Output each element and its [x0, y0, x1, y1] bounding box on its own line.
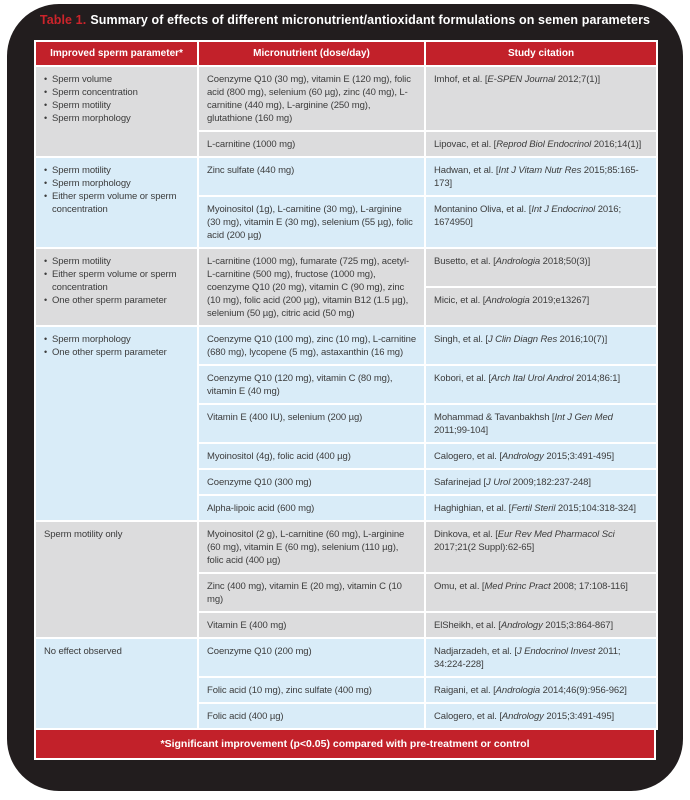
citation-reference: 2015;3:491-495] [543, 711, 615, 722]
micronutrient-cell: L-carnitine (1000 mg) [198, 131, 425, 157]
citation-cell [425, 248, 657, 287]
citation-cell [425, 573, 657, 612]
citation-authors: Calogero, et al. [ [434, 451, 502, 462]
citation-authors: Raigani, et al. [ [434, 685, 496, 696]
citation-cell [425, 638, 657, 677]
citation-journal: Andrology [501, 451, 544, 462]
citation-authors: Lipovac, et al. [ [434, 139, 497, 150]
column-header-citation: Study citation [425, 41, 657, 66]
citation-cell [425, 66, 657, 131]
citation-cell [425, 495, 657, 521]
citation-authors: Calogero, et al. [ [434, 711, 502, 722]
citation-authors: Kobori, et al. [ [434, 373, 492, 384]
citation-reference: 2015;85:165-173] [434, 165, 639, 189]
micronutrient-cell: Coenzyme Q10 (30 mg), vitamin E (120 mg), folic acid (800 mg), selenium (60 µg), zinc (40 mg), L-carnitine (440 mg), L-arginine (250 mg), glutathione (160 mg) [198, 66, 425, 131]
parameter-line [44, 73, 190, 86]
table-row [35, 326, 657, 365]
citation-cell [425, 287, 657, 326]
bullet-icon: • [44, 100, 48, 110]
citation-cell [425, 196, 657, 248]
citation-cell [425, 703, 657, 729]
citation-journal: Reprod Biol Endocrinol [496, 139, 592, 150]
citation-journal: J Urol [486, 477, 511, 488]
parameter-line [44, 294, 190, 307]
parameter-text: No effect observed [44, 646, 122, 657]
citation-authors: Omu, et al. [ [434, 581, 485, 592]
micronutrient-cell: Myoinositol (4g), folic acid (400 µg) [198, 443, 425, 469]
parameter-cell [35, 521, 198, 638]
citation-reference: 2015;104:318-324] [555, 503, 636, 514]
citation-authors: Hadwan, et al. [ [434, 165, 499, 176]
bullet-icon: • [44, 87, 48, 97]
citation-authors: Busetto, et al. [ [434, 256, 496, 267]
table-title [0, 13, 690, 27]
bullet-icon: • [44, 113, 48, 123]
citation-authors: Mohammad & Tavanbakhsh [ [434, 412, 555, 423]
parameter-text: Sperm morphology [52, 113, 131, 124]
citation-authors: Montanino Oliva, et al. [ [434, 204, 532, 215]
citation-reference: 2008; 17:108-116] [550, 581, 628, 592]
micronutrient-cell: Myoinositol (2 g), L-carnitine (60 mg), L-arginine (60 mg), vitamin E (60 mg), selenium (110 µg), folic acid (400 µg) [198, 521, 425, 573]
table-title-label: Table 1. [39, 13, 87, 27]
parameter-line [44, 333, 190, 346]
parameter-text: Sperm motility [52, 100, 111, 111]
citation-cell [425, 612, 657, 638]
header-row [35, 41, 657, 66]
citation-journal: E-SPEN Journal [487, 74, 556, 85]
citation-journal: Fertil Steril [511, 503, 556, 514]
parameter-text: One other sperm parameter [52, 295, 167, 306]
parameter-line [44, 177, 190, 190]
citation-authors: ElSheikh, et al. [ [434, 620, 501, 631]
citation-journal: Int J Gen Med [554, 412, 613, 423]
table-container [34, 40, 656, 760]
citation-journal: Andrologia [495, 685, 541, 696]
citation-reference: 2011;99-104] [434, 425, 489, 436]
citation-journal: Arch Ital Urol Androl [491, 373, 574, 384]
parameter-line [44, 268, 190, 294]
citation-authors: Micic, et al. [ [434, 295, 486, 306]
parameter-line [44, 255, 190, 268]
parameter-line [44, 645, 190, 658]
parameter-text: Sperm morphology [52, 334, 131, 345]
citation-journal: Andrology [501, 711, 544, 722]
citation-reference: 2011; 34:224-228] [434, 646, 621, 670]
bullet-icon: • [44, 295, 48, 305]
parameter-line [44, 99, 190, 112]
citation-cell [425, 365, 657, 404]
citation-authors: Dinkova, et al. [ [434, 529, 498, 540]
parameter-text: One other sperm parameter [52, 347, 167, 358]
citation-cell [425, 131, 657, 157]
micronutrient-cell: Zinc (400 mg), vitamin E (20 mg), vitamin C (10 mg) [198, 573, 425, 612]
summary-table [34, 40, 658, 730]
table-row [35, 521, 657, 573]
citation-journal: J Clin Diagn Res [487, 334, 558, 345]
bullet-icon: • [44, 269, 48, 279]
parameter-cell [35, 248, 198, 326]
citation-journal: J Endocrinol Invest [516, 646, 596, 657]
micronutrient-cell: Folic acid (400 µg) [198, 703, 425, 729]
citation-journal: Andrologia [495, 256, 541, 267]
citation-cell [425, 326, 657, 365]
bullet-icon: • [44, 191, 48, 201]
citation-cell [425, 404, 657, 443]
citation-authors: Imhof, et al. [ [434, 74, 488, 85]
table-row [35, 638, 657, 677]
parameter-text: Either sperm volume or sperm concentration [52, 191, 177, 215]
parameter-line [44, 86, 190, 99]
bullet-icon: • [44, 347, 48, 357]
citation-cell [425, 443, 657, 469]
table-row [35, 66, 657, 131]
micronutrient-cell: Vitamin E (400 IU), selenium (200 µg) [198, 404, 425, 443]
micronutrient-cell: Vitamin E (400 mg) [198, 612, 425, 638]
citation-reference: 2018;50(3)] [540, 256, 591, 267]
parameter-text: Sperm motility [52, 165, 111, 176]
citation-reference: 2009;182:237-248] [510, 477, 591, 488]
bullet-icon: • [44, 165, 48, 175]
parameter-cell [35, 66, 198, 157]
micronutrient-cell: Coenzyme Q10 (100 mg), zinc (10 mg), L-carnitine (680 mg), lycopene (5 mg), astaxanthin (16 mg) [198, 326, 425, 365]
parameter-cell [35, 326, 198, 521]
parameter-line [44, 528, 190, 541]
citation-reference: 2017;21(2 Suppl):62-65] [434, 542, 535, 553]
micronutrient-cell: Coenzyme Q10 (200 mg) [198, 638, 425, 677]
table-row [35, 157, 657, 196]
micronutrient-cell: Myoinositol (1g), L-carnitine (30 mg), L-arginine (30 mg), vitamin E (30 mg), selenium (55 µg), folic acid (200 µg) [198, 196, 425, 248]
citation-journal: Med Princ Pract [484, 581, 551, 592]
column-header-micronutrient: Micronutrient (dose/day) [198, 41, 425, 66]
citation-reference: 2015;3:864-867] [542, 620, 613, 631]
micronutrient-cell: Coenzyme Q10 (300 mg) [198, 469, 425, 495]
bullet-icon: • [44, 256, 48, 266]
citation-reference: 2019;e13267] [529, 295, 590, 306]
micronutrient-cell: Zinc sulfate (440 mg) [198, 157, 425, 196]
citation-cell [425, 677, 657, 703]
citation-cell [425, 521, 657, 573]
parameter-cell [35, 157, 198, 248]
citation-cell [425, 157, 657, 196]
parameter-line [44, 112, 190, 125]
micronutrient-cell: Alpha-lipoic acid (600 mg) [198, 495, 425, 521]
citation-journal: Int J Vitam Nutr Res [498, 165, 582, 176]
citation-reference: 2014;86:1] [573, 373, 621, 384]
parameter-text: Sperm morphology [52, 178, 131, 189]
citation-journal: Andrologia [485, 295, 530, 306]
parameter-text: Either sperm volume or sperm concentration [52, 269, 177, 293]
parameter-cell [35, 638, 198, 729]
citation-authors: Nadjarzadeh, et al. [ [434, 646, 517, 657]
parameter-text: Sperm volume [52, 74, 113, 85]
citation-journal: Andrology [500, 620, 543, 631]
bullet-icon: • [44, 178, 48, 188]
table-row [35, 248, 657, 287]
parameter-text: Sperm motility [52, 256, 111, 267]
bullet-icon: • [44, 74, 48, 84]
micronutrient-cell: L-carnitine (1000 mg), fumarate (725 mg), acetyl-L-carnitine (500 mg), fructose (1000 mg), coenzyme Q10 (20 mg), vitamin C (90 mg), zinc (10 mg), folic acid (200 µg), vitamin B12 (1.5 µg), selenium (50 µg), citric acid (50 mg) [198, 248, 425, 326]
parameter-text: Sperm motility only [44, 529, 123, 540]
citation-reference: 2012;7(1)] [555, 74, 601, 85]
citation-authors: Singh, et al. [ [434, 334, 488, 345]
citation-reference: 2015;3:491-495] [543, 451, 615, 462]
citation-journal: Int J Endocrinol [531, 204, 596, 215]
citation-reference: 2016;10(7)] [557, 334, 608, 345]
parameter-text: Sperm concentration [52, 87, 138, 98]
citation-reference: 2016; 1674950] [434, 204, 622, 228]
citation-journal: Eur Rev Med Pharmacol Sci [497, 529, 615, 540]
table-body [35, 66, 657, 729]
column-header-parameter: Improved sperm parameter* [35, 41, 198, 66]
parameter-line [44, 190, 190, 216]
citation-reference: 2016;14(1)] [591, 139, 642, 150]
citation-authors: Safarinejad [ [434, 477, 487, 488]
micronutrient-cell: Coenzyme Q10 (120 mg), vitamin C (80 mg), vitamin E (40 mg) [198, 365, 425, 404]
parameter-line [44, 164, 190, 177]
citation-cell [425, 469, 657, 495]
citation-reference: 2014;46(9):956-962] [540, 685, 627, 696]
citation-authors: Haghighian, et al. [ [434, 503, 512, 514]
table-title-text: Summary of effects of different micronutrient/antioxidant formulations on semen parameters [90, 13, 651, 27]
micronutrient-cell: Folic acid (10 mg), zinc sulfate (400 mg) [198, 677, 425, 703]
bullet-icon: • [44, 334, 48, 344]
table-footnote: *Significant improvement (p<0.05) compared with pre-treatment or control [34, 730, 656, 760]
parameter-line [44, 346, 190, 359]
